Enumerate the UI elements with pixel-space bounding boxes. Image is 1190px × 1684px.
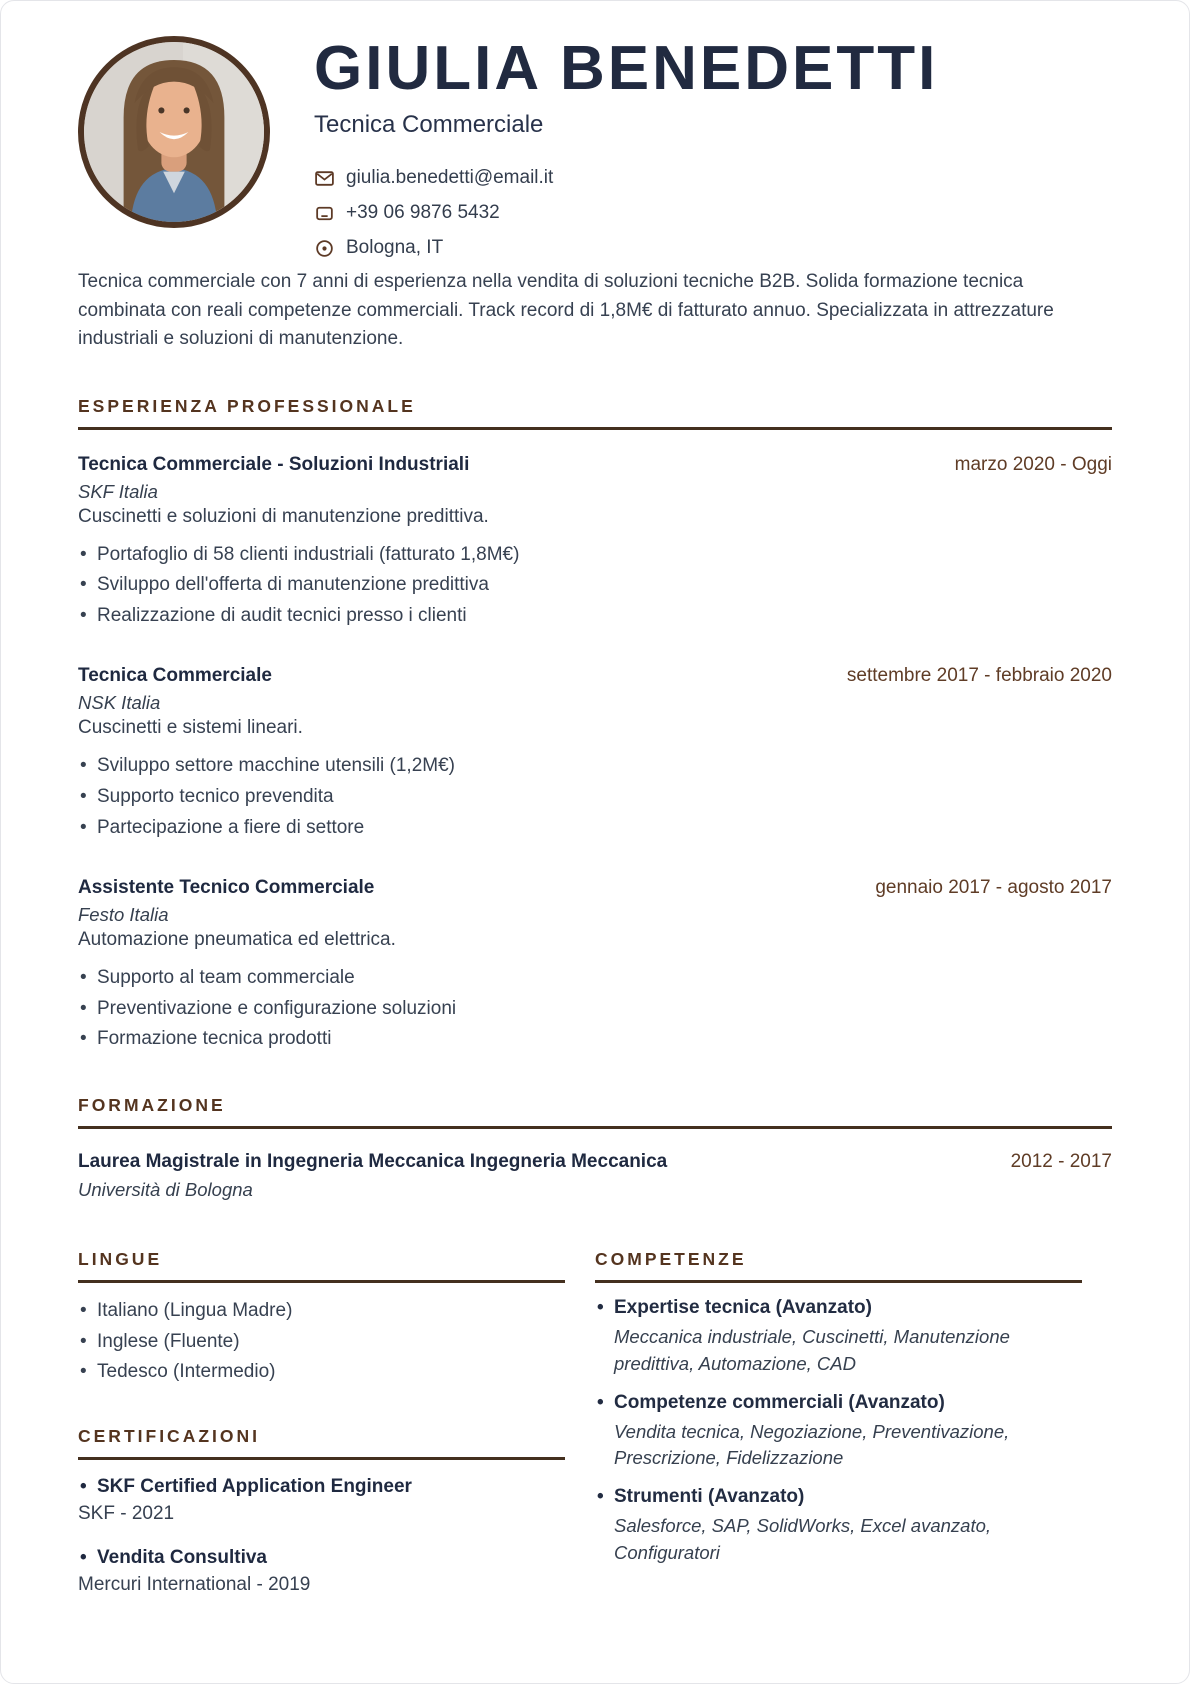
certification-title: • SKF Certified Application Engineer	[78, 1476, 565, 1498]
phone-value: +39 06 9876 5432	[346, 202, 500, 224]
section-languages	[78, 1249, 565, 1386]
section-experience	[78, 396, 1112, 1053]
skill-details: Meccanica industriale, Cuscinetti, Manutenzione predittiva, Automazione, CAD	[614, 1325, 1010, 1374]
certification-entry	[78, 1547, 565, 1596]
certification-issuer: Mercuri International - 2019	[78, 1573, 311, 1595]
section-divider	[78, 1280, 565, 1283]
bullet-item: • Formazione tecnica prodotti	[78, 1026, 1112, 1053]
certification-entry	[78, 1476, 565, 1525]
bottom-columns	[78, 1249, 1112, 1596]
language-item: • Tedesco (Intermedio)	[78, 1359, 565, 1386]
job-dates: marzo 2020 - Oggi	[954, 453, 1112, 475]
contact-email-row	[314, 167, 1112, 189]
left-column	[78, 1249, 565, 1596]
education-heading: FORMAZIONE	[78, 1094, 226, 1115]
education-dates: 2012 - 2017	[1010, 1150, 1112, 1172]
job-company: Festo Italia	[78, 904, 169, 926]
bullet-item: • Preventivazione e configurazione soluzioni	[78, 996, 1112, 1023]
job-description: Automazione pneumatica ed elettrica.	[78, 929, 396, 951]
skill-entry	[595, 1392, 1082, 1473]
section-education	[78, 1095, 1112, 1201]
contact-list	[314, 167, 1112, 259]
bullet-item: • Sviluppo settore macchine utensili (1,2M€)	[78, 753, 1112, 780]
certifications-heading: CERTIFICAZIONI	[78, 1425, 260, 1446]
job-head	[78, 454, 1112, 476]
skill-name: • Strumenti (Avanzato)	[595, 1486, 1082, 1508]
languages-heading: LINGUE	[78, 1248, 163, 1269]
bullet-item: • Realizzazione di audit tecnici presso i clienti	[78, 603, 1112, 630]
job-bullet-list	[78, 542, 1112, 630]
person-job-title: Tecnica Commerciale	[314, 111, 544, 139]
header-text	[314, 36, 1112, 259]
job-title: Tecnica Commerciale - Soluzioni Industriali	[78, 453, 470, 475]
section-divider	[78, 1457, 565, 1460]
person-name: GIULIA BENEDETTI	[314, 34, 939, 103]
section-certifications	[78, 1426, 565, 1596]
experience-heading: ESPERIENZA PROFESSIONALE	[78, 395, 416, 416]
bullet-item: • Supporto tecnico prevendita	[78, 784, 1112, 811]
skill-entry	[595, 1486, 1082, 1567]
right-column	[595, 1249, 1082, 1596]
header	[78, 36, 1112, 259]
job-entry	[78, 454, 1112, 630]
skill-details: Vendita tecnica, Negoziazione, Preventivazione, Prescrizione, Fidelizzazione	[614, 1420, 1010, 1469]
job-title: Assistente Tecnico Commerciale	[78, 877, 375, 899]
contact-location-row	[314, 237, 1112, 259]
profile-photo-illustration	[84, 42, 264, 222]
certification-title: • Vendita Consultiva	[78, 1547, 565, 1569]
language-item: • Inglese (Fluente)	[78, 1329, 565, 1356]
bullet-item: • Sviluppo dell'offerta di manutenzione predittiva	[78, 572, 1112, 599]
job-entry	[78, 877, 1112, 1053]
job-head	[78, 665, 1112, 687]
job-dates: settembre 2017 - febbraio 2020	[846, 665, 1112, 687]
bullet-item: • Portafoglio di 58 clienti industriali (fatturato 1,8M€)	[78, 542, 1112, 569]
section-divider	[78, 1126, 1112, 1129]
job-bullet-list	[78, 753, 1112, 841]
bullet-item: • Partecipazione a fiere di settore	[78, 815, 1112, 842]
section-divider	[78, 427, 1112, 430]
contact-phone-row	[314, 202, 1112, 224]
skill-details: Salesforce, SAP, SolidWorks, Excel avanzato, Configuratori	[614, 1515, 992, 1563]
degree-title: Laurea Magistrale in Ingegneria Meccanica Ingegneria Meccanica	[78, 1150, 668, 1172]
languages-list	[78, 1298, 565, 1386]
envelope-icon	[314, 168, 335, 189]
section-divider	[595, 1280, 1082, 1283]
job-description: Cuscinetti e soluzioni di manutenzione predittiva.	[78, 505, 489, 527]
job-bullet-list	[78, 965, 1112, 1053]
education-school: Università di Bologna	[78, 1178, 253, 1200]
phone-icon	[314, 203, 335, 224]
skills-heading: COMPETENZE	[595, 1248, 747, 1269]
professional-summary: Tecnica commerciale con 7 anni di esperienza nella vendita di soluzioni tecniche B2B. Solida formazione tecnica combinata con reali competenze commerciali. Track record di 1,8M€ di fatturato annuo. Specializzata in attrezzature industriali e soluzioni di manutenzione.	[78, 271, 1054, 350]
job-company: NSK Italia	[78, 692, 161, 714]
location-icon	[314, 238, 335, 259]
skill-entry	[595, 1297, 1082, 1378]
education-entry	[78, 1151, 1112, 1173]
certification-issuer: SKF - 2021	[78, 1502, 175, 1524]
job-head	[78, 877, 1112, 899]
location-value: Bologna, IT	[346, 237, 444, 259]
profile-photo	[78, 36, 270, 228]
job-company: SKF Italia	[78, 480, 158, 502]
job-title: Tecnica Commerciale	[78, 665, 272, 687]
email-value: giulia.benedetti@email.it	[346, 167, 554, 189]
job-dates: gennaio 2017 - agosto 2017	[875, 877, 1112, 899]
language-item: • Italiano (Lingua Madre)	[78, 1298, 565, 1325]
bullet-item: • Supporto al team commerciale	[78, 965, 1112, 992]
skill-name: • Competenze commerciali (Avanzato)	[595, 1392, 1082, 1414]
job-entry	[78, 665, 1112, 841]
section-skills	[595, 1249, 1082, 1567]
job-description: Cuscinetti e sistemi lineari.	[78, 717, 303, 739]
skill-name: • Expertise tecnica (Avanzato)	[595, 1297, 1082, 1319]
